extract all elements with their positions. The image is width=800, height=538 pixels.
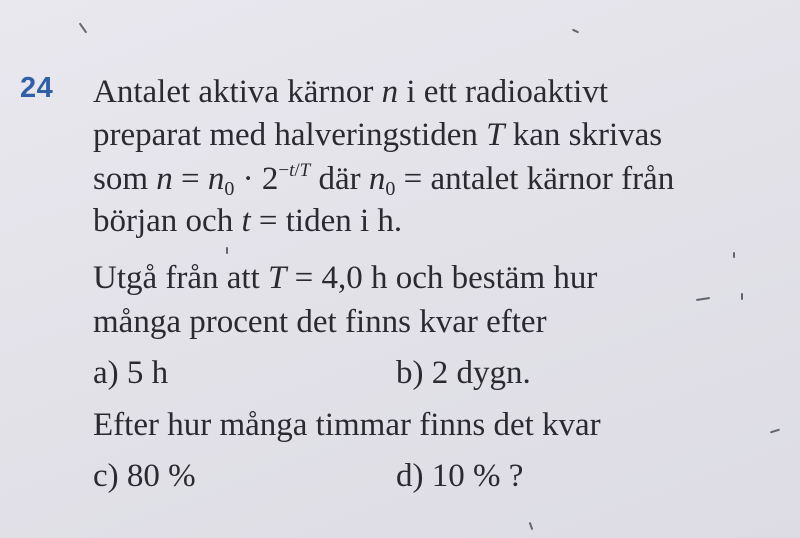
- text-fragment: = tiden i h.: [250, 203, 403, 239]
- text-fragment: början och: [93, 203, 242, 239]
- exponent-slash: /: [294, 160, 300, 181]
- text-fragment: = 4,0 h och bestäm hur: [286, 260, 598, 296]
- problem-text-line-5: [93, 260, 597, 296]
- exponent-T: T: [299, 160, 311, 181]
- exponent-t: t: [289, 160, 295, 181]
- problem-text-line-2: [93, 117, 662, 153]
- base-two: · 2: [234, 161, 279, 197]
- pencil-mark: [572, 29, 579, 34]
- variable-n0: n: [207, 161, 225, 197]
- pencil-mark: [79, 23, 88, 34]
- exponent-minus: −: [278, 160, 290, 181]
- pencil-mark: [529, 522, 534, 530]
- problem-text-line-8: Efter hur många timmar finns det kvar: [93, 407, 601, 443]
- option-c: c) 80 %: [93, 458, 196, 494]
- variable-n0: n: [368, 161, 386, 197]
- pencil-mark: [770, 429, 780, 434]
- subscript-zero: 0: [385, 178, 396, 200]
- problem-number: 24: [20, 72, 54, 104]
- text-fragment: preparat med halveringstiden: [93, 117, 487, 153]
- pencil-mark: [741, 293, 743, 300]
- variable-T: T: [486, 117, 505, 153]
- option-a: a) 5 h: [93, 355, 169, 391]
- text-fragment: Utgå från att: [93, 260, 269, 296]
- problem-text-line-6: många procent det finns kvar efter: [93, 304, 547, 340]
- exponent: [278, 160, 310, 181]
- variable-n: n: [156, 161, 173, 197]
- formula-line: [93, 160, 675, 200]
- problem-text-line-1: [93, 74, 608, 110]
- problem-text-line-4: [93, 203, 402, 239]
- variable-t: t: [241, 203, 251, 239]
- text-fragment: = antalet kärnor från: [395, 161, 675, 197]
- variable-T: T: [268, 260, 287, 296]
- option-d: d) 10 % ?: [396, 458, 524, 494]
- pencil-mark: [226, 247, 228, 254]
- pencil-mark: [696, 297, 710, 301]
- pencil-mark: [733, 252, 735, 258]
- variable-n: n: [381, 74, 399, 110]
- text-fragment: i ett radioaktivt: [398, 74, 608, 110]
- text-fragment: som: [93, 161, 157, 197]
- option-b: b) 2 dygn.: [396, 355, 531, 391]
- subscript-zero: 0: [224, 178, 235, 200]
- text-fragment: Antalet aktiva kärnor: [93, 74, 382, 110]
- equals-sign: =: [172, 161, 208, 197]
- text-fragment: där: [310, 161, 369, 197]
- text-fragment: kan skrivas: [504, 117, 663, 153]
